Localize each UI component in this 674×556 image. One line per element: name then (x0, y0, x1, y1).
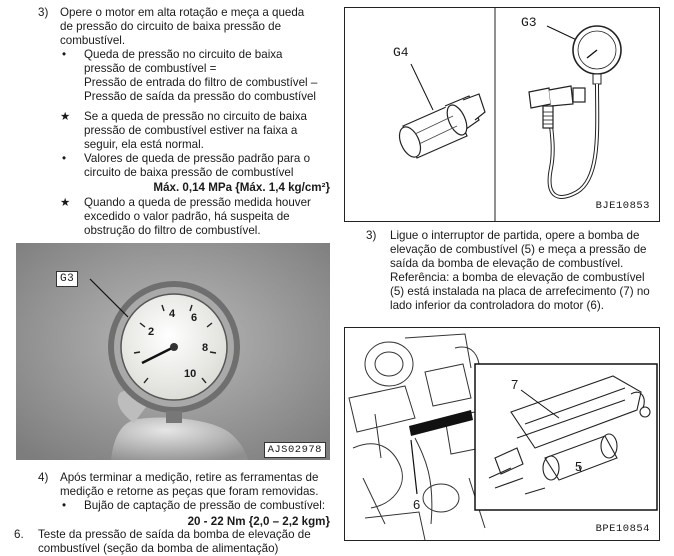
callout-7: 7 (511, 377, 519, 392)
figure-code: BJE10853 (593, 199, 653, 213)
tools-illustration (345, 8, 659, 221)
dial-number: 6 (191, 312, 198, 324)
step-text-line: Teste da pressão de saída da bomba de elevação de (38, 528, 311, 541)
step-text-line: Opere o motor em alta rotação e meça a queda (60, 6, 305, 19)
bullet-icon: • (62, 48, 67, 61)
step-number: 3) (38, 6, 49, 19)
bullet-text-line: Pressão de saída da pressão do combustível (84, 90, 317, 103)
callout-g3: G3 (521, 15, 537, 30)
standard-value: Máx. 0,14 MPa {Máx. 1,4 kg/cm²} (153, 181, 330, 194)
figure-code: BPE10854 (593, 522, 653, 536)
dial-number: 8 (202, 342, 209, 354)
dial-number: 10 (184, 368, 197, 380)
dial-number: 2 (148, 326, 155, 338)
torque-value: 20 - 22 Nm {2,0 – 2,2 kgm} (187, 515, 330, 528)
callout-5: 5 (575, 459, 583, 474)
star-icon: ★ (60, 196, 71, 209)
step-text-line: medição e retorne as peças que foram removidas. (60, 485, 319, 498)
callout-g4: G4 (393, 45, 409, 60)
note-text-line: pressão de combustível estiver na faixa a (84, 124, 298, 137)
note-text-line: excedido o valor padrão, há suspeita de (84, 210, 290, 223)
step-number: 6. (14, 528, 24, 541)
step-text-line: Após terminar a medição, retire as ferramentas de (60, 471, 319, 484)
note-text-line: Quando a queda de pressão medida houver (84, 196, 311, 209)
engine-figure (344, 327, 660, 541)
callout-6: 6 (413, 497, 421, 512)
step-text-line: lado inferior da controladora do motor (6). (390, 299, 604, 312)
engine-illustration (345, 328, 659, 540)
step-text-line: (5) está instalada na placa de arrefecimento (7) no (390, 285, 650, 298)
step-text-line: de pressão do circuito de baixa pressão de (60, 20, 282, 33)
dial-number: 4 (169, 308, 176, 320)
bullet-icon: • (62, 152, 67, 165)
note-text-line: obstrução do filtro de combustível. (84, 224, 261, 237)
gauge-photo (16, 243, 330, 460)
note-text-line: seguir, ela está normal. (84, 138, 204, 151)
note-text-line: Se a queda de pressão no circuito de baixa (84, 110, 308, 123)
step-text-line: combustível. (60, 34, 126, 47)
step-text-line: Referência: a bomba de elevação de combustível (390, 271, 645, 284)
callout-g3: G3 (56, 271, 78, 287)
bullet-text-line: Queda de pressão no circuito de baixa (84, 48, 283, 61)
bullet-icon: • (62, 499, 67, 512)
step-number: 3) (366, 229, 377, 242)
step-text-line: combustível (seção da bomba de alimentação) (38, 542, 279, 555)
step-number: 4) (38, 471, 49, 484)
step-text-line: saída da bomba de elevação de combustível. (390, 257, 624, 270)
bullet-text-line: circuito de baixa pressão de combustível (84, 166, 294, 179)
step-text-line: elevação de combustível (5) e meça a pressão de (390, 243, 647, 256)
bullet-text-line: Valores de queda de pressão padrão para o (84, 152, 311, 165)
bullet-text-line: pressão de combustível = (84, 62, 217, 75)
figure-code: AJS02978 (264, 442, 326, 458)
bullet-text-line: Pressão de entrada do filtro de combustível – (84, 76, 318, 89)
step-text-line: Ligue o interruptor de partida, opere a bomba de (390, 229, 640, 242)
star-icon: ★ (60, 110, 71, 123)
tools-figure (344, 7, 660, 222)
bullet-text: Bujão de captação de pressão de combustível: (84, 499, 326, 512)
